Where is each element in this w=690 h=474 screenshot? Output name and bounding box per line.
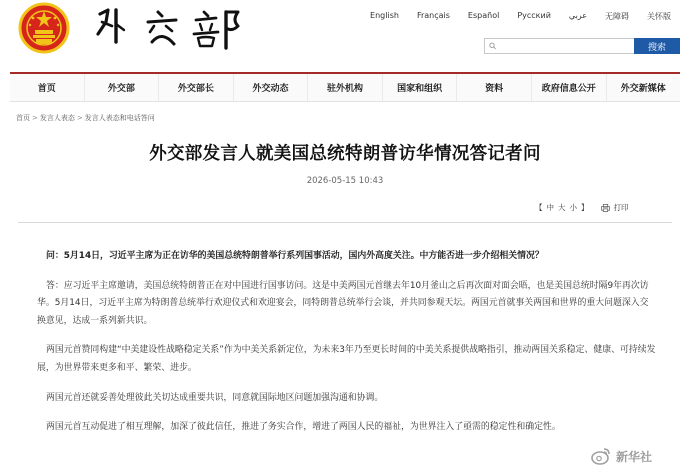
search-bar [484,38,680,54]
nav-new-media[interactable]: 外交新媒体 [620,84,666,94]
article-tools [535,202,629,213]
nav-minister[interactable]: 外交部长 [159,74,234,101]
article-paragraph: 答：应习近平主席邀请，美国总统特朗普正在对中国进行国事访问。这是中美两国元首继去年10月釜山之后再次面对面会晤，也是美国总统时隔9年再次访华。5月14日，习近平主席为特朗普总统举行欢迎仪式和欢迎宴会，同特朗普总统举行会谈，并共同参观天坛。两国元首就事关两国和世界的重大问题深入交换意见，达成一系列新共识。 [37,280,649,326]
breadcrumb-home[interactable]: 首页 [16,114,30,122]
nav-home[interactable]: 首页 [10,74,85,101]
nav-government-info[interactable]: 政府信息公开 [532,74,607,101]
breadcrumb-spokesperson[interactable]: 发言人表态 [39,114,75,122]
watermark-label: 新华社 [616,449,653,464]
site-header [0,0,690,72]
care-mode-link[interactable]: 关怀版 [647,12,671,21]
font-size-close-bracket: 】 [581,203,589,212]
national-emblem-icon[interactable] [18,2,70,54]
font-size-small-link[interactable]: 小 [569,203,577,212]
lang-arabic-link[interactable]: عربي [568,11,587,20]
xinhua-watermark [590,445,652,467]
article-paragraph: 两国元首赞同构建“中美建设性战略稳定关系”作为中美关系新定位，为未来3年乃至更长时间的中美关系提供战略指引，推动两国关系稳定、健康、可持续发展，为世界带来更多和平、繁荣、进步。 [37,345,656,373]
search-button[interactable]: 搜索 [634,38,680,54]
search-field[interactable] [484,38,634,54]
accessibility-link[interactable]: 无障碍 [605,12,629,21]
breadcrumb-separator: > [32,114,38,122]
article-paragraph: 两国元首还就妥善处理彼此关切达成重要共识，同意就国际地区问题加强沟通和协调。 [46,392,384,403]
main-nav [10,72,680,102]
search-input[interactable] [499,42,634,51]
print-icon[interactable] [601,204,610,212]
lang-english-link[interactable]: English [370,11,399,20]
breadcrumb [16,113,155,123]
content-divider [18,222,672,223]
lang-russian-link[interactable]: Русский [517,11,551,20]
breadcrumb-current[interactable]: 发言人表态和电话答问 [84,114,155,122]
language-switcher [361,11,680,22]
article-paragraph: 两国元首互动促进了相互理解，加深了彼此信任，推进了务实合作，增进了两国人民的福祉，为世界注入了亟需的稳定性和确定性。 [46,422,561,433]
search-icon [489,42,496,50]
nav-ministry[interactable]: 外交部 [85,74,160,101]
article-date: 2026-05-15 10:43 [306,176,384,186]
nav-missions-abroad[interactable]: 驻外机构 [308,74,383,101]
font-size-open-bracket: 【 [535,203,543,212]
font-size-large-link[interactable]: 中 [546,203,554,212]
lang-french-link[interactable]: Français [416,11,450,20]
nav-diplomatic-news[interactable]: 外交动态 [234,74,309,101]
lang-spanish-link[interactable]: Español [467,11,500,20]
print-link[interactable]: 打印 [613,203,629,212]
font-size-medium-link[interactable]: 大 [558,203,566,212]
breadcrumb-separator: > [76,114,83,122]
nav-countries-organizations[interactable]: 国家和组织 [383,74,458,101]
article-question: 问：5月14日，习近平主席为正在访华的美国总统特朗普举行系列国事活动，国内外高度关注。中方能否进一步介绍相关情况？ [46,251,544,261]
nav-resources[interactable]: 资料 [457,74,532,101]
ministry-calligraphy-logo[interactable] [92,4,248,50]
article-body [37,248,657,449]
weibo-icon [590,445,612,467]
article-title: 外交部发言人就美国总统特朗普访华情况答记者问 [149,144,541,164]
